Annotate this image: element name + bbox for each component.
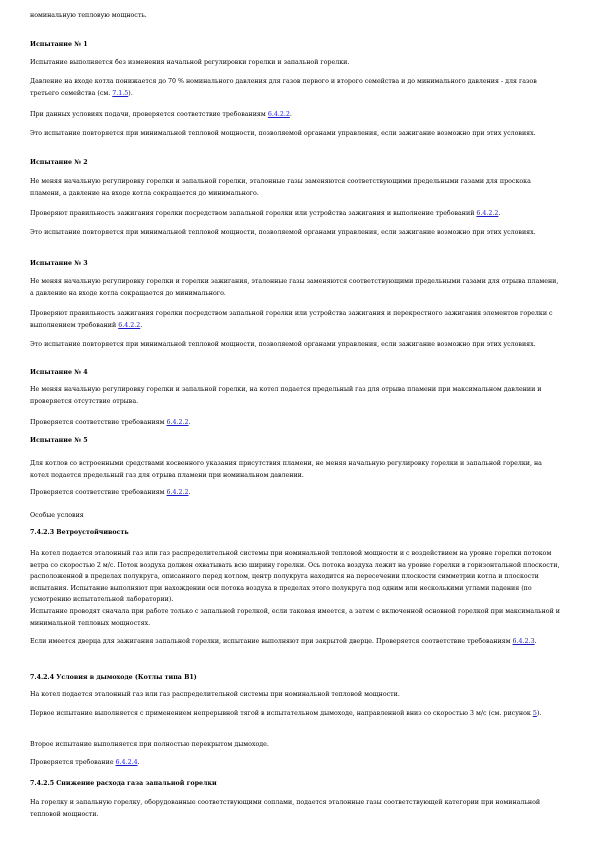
cross-reference-link[interactable]: 5	[532, 710, 537, 717]
text-run: При данных условиях подачи, проверяется соответствие требованиям	[30, 111, 268, 118]
text-run: .	[188, 419, 191, 426]
text-run: .	[289, 111, 292, 118]
cross-reference-link[interactable]: 6.4.2.2	[118, 321, 141, 329]
section-heading	[30, 39, 560, 51]
text-run: На котел подается эталонный газ или газ распределительной системы при номинальной тепловой мощности и с воздействием на уровне горелки потоком ветра со скоростью 2 м/с. Поток воздуха должен охватывать всю ширину горелки. Ось потока воздуха лежит на уровне горелки в горизонтальной плоскости, расположенной в пределах полукруга, описанного перед котлом, центр полукруга находится на пересечении плоскости симметрии котла и плоскости испытания. Испытание выполняют при нахождении оси потока воздуха в пределах этого полукруга под одним или несколькими углами падения (по усмотрению испытательной лаборатории).	[30, 550, 560, 604]
cross-reference-link[interactable]: 6.4.2.2	[476, 210, 499, 217]
text-run: 7.4.2.3 Ветроустойчивость	[30, 529, 129, 536]
paragraph	[30, 606, 560, 629]
text-run: Не меняя начальную регулировку горелки и горелки зажигания, эталонные газы заменяются соответствующими предельными газами для отрыва пламени, а давление на входе котла сокращается до минимального.	[30, 278, 559, 297]
text-run: Это испытание повторяется при минимальной тепловой мощности, позволяемой органами управления, если зажигание возможно при этих условиях.	[30, 341, 536, 348]
paragraph	[30, 757, 560, 769]
text-run: Не меняя начальную регулировку горелки и запальной горелки, эталонные газы заменяются соответствующими предельными газами для проскока пламени, а давление на входе котла сокращается до минимального.	[30, 178, 531, 197]
cross-reference-link[interactable]: 6.4.2.2	[267, 111, 290, 118]
cross-reference-link[interactable]: 6.4.2.4	[115, 759, 138, 766]
paragraph	[30, 76, 560, 99]
text-run: Особые условия	[30, 512, 84, 519]
text-run: .	[137, 759, 140, 766]
paragraph	[30, 208, 560, 220]
text-run: Испытание № 3	[30, 260, 88, 267]
paragraph	[30, 739, 560, 751]
paragraph	[30, 109, 560, 121]
text-run: Испытание № 1	[30, 41, 88, 48]
paragraph	[30, 548, 560, 606]
paragraph	[30, 487, 560, 499]
text-run: .	[534, 638, 537, 645]
cross-reference-link[interactable]: 6.4.2.2	[166, 419, 189, 426]
text-run: Не меняя начальную регулировку горелки и запальной горелки, на котел подается предельный газ для отрыва пламени при максимальном давлении и проверяется отсутствие отрыва.	[30, 386, 542, 405]
text-run: Первое испытание выполняется с применением непрерывной тягой в испытательном дымоходе, направленной вниз со скоростью 3 м/с (см. рисунок	[30, 710, 533, 717]
section-heading	[30, 367, 560, 379]
text-run: 7.4.2.4 Условия в дымоходе (Котлы типа B1)	[30, 674, 197, 681]
paragraph	[30, 510, 560, 522]
section-heading	[30, 157, 560, 169]
text-run: Давление на входе котла понижается до 70 % номинального давления для газов первого и второго семейства и до минимального давления - для газов третьего семейства (см.	[30, 78, 537, 97]
section-heading	[30, 527, 560, 539]
text-run: .	[140, 321, 143, 329]
cross-reference-link[interactable]: 6.4.2.2	[166, 489, 189, 496]
text-run: Это испытание повторяется при минимальной тепловой мощности, позволяемой органами управления, если зажигание возможно при этих условиях.	[30, 229, 536, 236]
text-run: .	[498, 210, 501, 217]
text-run: Проверяют правильность зажигания горелки посредством запальной горелки или устройства зажигания и выполнение требований	[30, 210, 477, 217]
cross-reference-link[interactable]: 6.4.2.3	[512, 638, 535, 645]
text-run: ).	[536, 710, 542, 717]
text-run: 7.4.2.5 Снижение расхода газа запальной горелки	[30, 780, 217, 787]
text-run: Второе испытание выполняется при полностью перекрытом дымоходе.	[30, 741, 269, 748]
text-run: Проверяют правильность зажигания горелки посредством запальной горелки или устройства зажигания и перекрестного зажигания элементов горелки с выполнением требований	[30, 310, 553, 329]
text-run: ).	[128, 89, 133, 97]
paragraph	[30, 797, 560, 820]
text-run: Это испытание повторяется при минимальной тепловой мощности, позволяемой органами управления, если зажигание возможно при этих условиях.	[30, 130, 536, 137]
paragraph	[30, 10, 560, 22]
text-run: На горелку и запальную горелку, оборудованные соответствующими соплами, подается эталонные газы соответствующей категории при номинальной тепловой мощности.	[30, 799, 541, 818]
text-run: Испытание № 2	[30, 159, 88, 166]
text-run: На котел подается эталонный газ или газ распределительной системы при номинальной тепловой мощности.	[30, 691, 400, 698]
paragraph	[30, 689, 560, 701]
text-run: Испытание № 5	[30, 437, 88, 444]
paragraph	[30, 176, 560, 199]
section-heading	[30, 258, 560, 270]
paragraph	[30, 339, 560, 351]
text-run: Для котлов со встроенными средствами косвенного указания присутствия пламени, не меняя начальную регулировку горелки и запальной горелки, на котел подается предельный газ для отрыва пламени при номинальном давлении.	[30, 460, 542, 479]
paragraph	[30, 417, 560, 429]
paragraph	[30, 227, 560, 239]
section-heading	[30, 435, 560, 447]
paragraph	[30, 276, 560, 299]
paragraph	[30, 708, 560, 720]
section-heading	[30, 778, 560, 790]
paragraph	[30, 384, 560, 407]
paragraph	[30, 57, 560, 69]
text-run: Проверяется соответствие требованиям	[30, 489, 167, 496]
text-run: номинальную тепловую мощность.	[30, 12, 147, 19]
paragraph	[30, 308, 560, 331]
text-run: Испытание проводят сначала при работе только с запальной горелкой, если таковая имеется, а затем с включенной основной горелкой при максимальной и минимальной тепловых мощностях.	[30, 608, 560, 627]
text-run: Проверяется соответствие требованиям	[30, 419, 167, 426]
text-run: Испытание выполняется без изменения начальной регулировки горелки и запальной горелки.	[30, 59, 350, 66]
paragraph	[30, 128, 560, 140]
text-run: Если имеется дверца для зажигания запальной горелки, испытание выполняют при закрытой дверце. Проверяется соответствие требованиям	[30, 638, 513, 645]
text-run: Испытание № 4	[30, 369, 88, 376]
text-run: .	[188, 489, 191, 496]
paragraph	[30, 458, 560, 481]
text-run: Проверяется требование	[30, 759, 116, 766]
section-heading	[30, 672, 560, 684]
cross-reference-link[interactable]: 7.1.5	[112, 89, 129, 97]
paragraph	[30, 636, 560, 648]
